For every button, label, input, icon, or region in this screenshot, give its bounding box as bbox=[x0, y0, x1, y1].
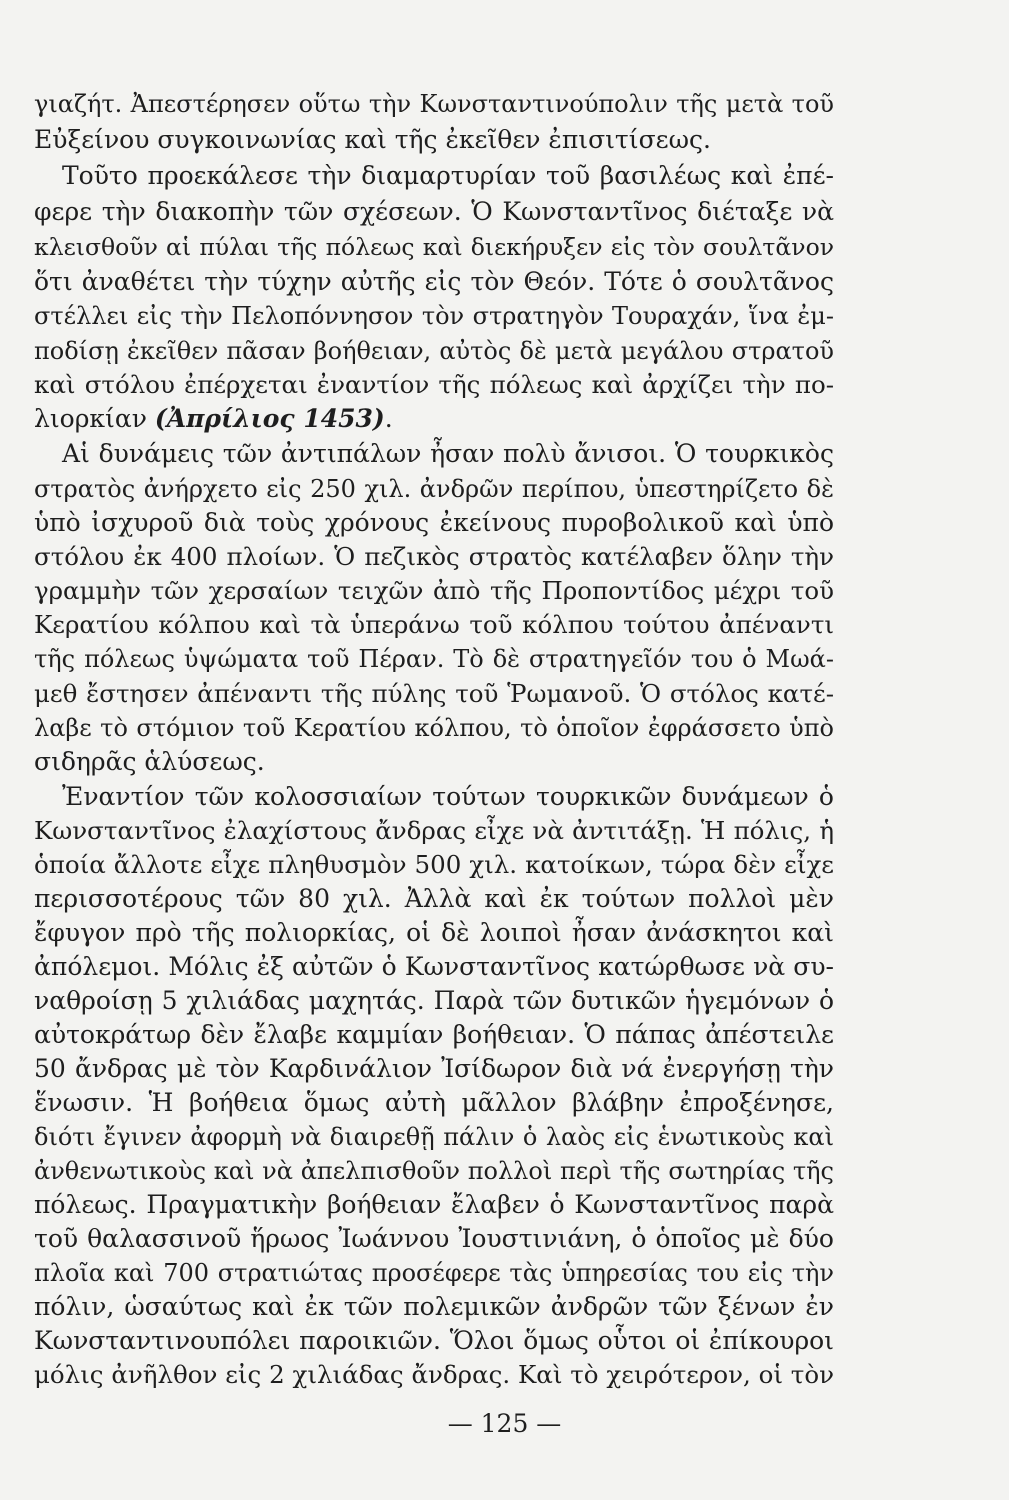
text-line: ἀπόλεμοι. Μόλις ἐξ αὐτῶν ὁ Κωνσταντῖνος κατώρθωσε νὰ συ- bbox=[34, 952, 834, 981]
text-line: καὶ στόλου ἐπέρχεται ἐναντίον τῆς πόλεως καὶ ἀρχίζει τὴν πο- bbox=[34, 370, 834, 399]
text-line: Αἱ δυνάμεις τῶν ἀντιπάλων ἦσαν πολὺ ἄνισοι. Ὁ τουρκικὸς bbox=[62, 439, 834, 468]
text-line: κλεισθοῦν αἱ πύλαι τῆς πόλεως καὶ διεκήρυξεν εἰς τὸν σουλτᾶνον bbox=[34, 233, 834, 261]
text-line: ἔφυγον πρὸ τῆς πολιορκίας, οἱ δὲ λοιποὶ ἦσαν ἀνάσκητοι καὶ bbox=[34, 918, 834, 947]
text-line: ὑπὸ ἰσχυροῦ διὰ τοὺς χρόνους ἐκείνους πυροβολικοῦ καὶ ὑπὸ bbox=[34, 508, 834, 537]
text-line: ποδίσῃ ἐκεῖθεν πᾶσαν βοήθειαν, αὐτὸς δὲ μετὰ μεγάλου στρατοῦ bbox=[34, 337, 834, 365]
text-line: αὐτοκράτωρ δὲν ἔλαβε καμμίαν βοήθειαν. Ὁ πάπας ἀπέστειλε bbox=[34, 1020, 834, 1049]
text-line: Κωνσταντινουπόλει παροικιῶν. Ὅλοι ὅμως οὗτοι οἱ ἐπίκουροι bbox=[34, 1326, 834, 1355]
text-line bbox=[34, 401, 834, 437]
text-line: Κερατίου κόλπου καὶ τὰ ὑπεράνω τοῦ κόλπου τούτου ἀπέναντι bbox=[34, 610, 834, 639]
text-line: πόλεως. Πραγματικὴν βοήθειαν ἔλαβεν ὁ Κωνσταντῖνος παρὰ bbox=[34, 1190, 834, 1219]
text-line: σιδηρᾶς ἁλύσεως. bbox=[34, 747, 265, 776]
text-line: πόλιν, ὡσαύτως καὶ ἐκ τῶν πολεμικῶν ἀνδρῶν τῶν ξένων ἐν bbox=[34, 1292, 834, 1321]
text-line: ὁποία ἄλλοτε εἶχε πληθυσμὸν 500 χιλ. κατοίκων, τώρα δὲν εἶχε bbox=[34, 850, 834, 879]
text-line: Εὐξείνου συγκοινωνίας καὶ τῆς ἐκεῖθεν ἐπισιτίσεως. bbox=[34, 125, 711, 154]
text-line: διότι ἔγινεν ἀφορμὴ νὰ διαιρεθῇ πάλιν ὁ λαὸς εἰς ἑνωτικοὺς καὶ bbox=[34, 1123, 834, 1151]
text-line: ἀνθενωτικοὺς καὶ νὰ ἀπελπισθοῦν πολλοὶ περὶ τῆς σωτηρίας τῆς bbox=[34, 1157, 834, 1185]
text-line: λαβε τὸ στόμιον τοῦ Κερατίου κόλπου, τὸ ὁποῖον ἐφράσσετο ὑπὸ bbox=[34, 714, 834, 742]
text-line: γραμμὴν τῶν χερσαίων τειχῶν ἀπὸ τῆς Προποντίδος μέχρι τοῦ bbox=[34, 576, 834, 605]
text-line: στέλλει εἰς τὴν Πελοπόννησον τὸν στρατηγὸν Τουραχάν, ἵνα ἐμ- bbox=[34, 302, 834, 330]
text-line: ὅτι ἀναθέτει τὴν τύχην αὐτῆς εἰς τὸν Θεόν. Τότε ὁ σουλτᾶνος bbox=[34, 267, 834, 296]
text-line: στόλου ἐκ 400 πλοίων. Ὁ πεζικὸς στρατὸς κατέλαβεν ὅλην τὴν bbox=[34, 542, 834, 571]
text-line: 50 ἄνδρας μὲ τὸν Καρδινάλιον Ἰσίδωρον διὰ νά ἐνεργήσῃ τὴν bbox=[34, 1054, 834, 1083]
date-emphasis: (Ἀπρίλιος 1453) bbox=[154, 404, 385, 433]
text-line: πλοῖα καὶ 700 στρατιώτας προσέφερε τὰς ὑπηρεσίας του εἰς τὴν bbox=[34, 1259, 834, 1287]
text-line-prefix: λιορκίαν bbox=[34, 404, 155, 433]
page-number: — 125 — bbox=[447, 1409, 562, 1438]
text-line: περισσοτέρους τῶν 80 χιλ. Ἀλλὰ καὶ ἐκ τούτων πολλοὶ μὲν bbox=[34, 884, 834, 913]
text-line: Ἐναντίον τῶν κολοσσιαίων τούτων τουρκικῶν δυνάμεων ὁ bbox=[62, 782, 834, 811]
text-line: ναθροίσῃ 5 χιλιάδας μαχητάς. Παρὰ τῶν δυτικῶν ἡγεμόνων ὁ bbox=[34, 986, 834, 1015]
text-line: ἕνωσιν. Ἡ βοήθεια ὅμως αὐτὴ μᾶλλον βλάβην ἐπροξένησε, bbox=[34, 1088, 834, 1117]
text-line: μεθ ἔστησεν ἀπέναντι τῆς πύλης τοῦ Ῥωμανοῦ. Ὁ στόλος κατέ- bbox=[34, 679, 834, 708]
text-line: φερε τὴν διακοπὴν τῶν σχέσεων. Ὁ Κωνσταντῖνος διέταξε νὰ bbox=[34, 197, 834, 226]
text-line: γιαζήτ. Ἀπεστέρησεν οὕτω τὴν Κωνσταντινούπολιν τῆς μετὰ τοῦ bbox=[34, 90, 834, 118]
text-line: Κωνσταντῖνος ἐλαχίστους ἄνδρας εἶχε νὰ ἀντιτάξῃ. Ἡ πόλις, ἡ bbox=[34, 816, 834, 845]
text-line: τοῦ θαλασσινοῦ ἥρωος Ἰωάννου Ἰουστινιάνη, ὁ ὁποῖος μὲ δύο bbox=[34, 1224, 834, 1253]
text-line-suffix: . bbox=[384, 404, 393, 433]
text-line: μόλις ἀνῆλθον εἰς 2 χιλιάδας ἄνδρας. Καὶ τὸ χειρότερον, οἱ τὸν bbox=[34, 1360, 834, 1389]
text-line: στρατὸς ἀνήρχετο εἰς 250 χιλ. ἀνδρῶν περίπου, ὑπεστηρίζετο δὲ bbox=[34, 475, 834, 503]
text-line: Τοῦτο προεκάλεσε τὴν διαμαρτυρίαν τοῦ βασιλέως καὶ ἐπέ- bbox=[62, 161, 834, 190]
text-line: τῆς πόλεως ὑψώματα τοῦ Πέραν. Τὸ δὲ στρατηγεῖόν του ὁ Μωά- bbox=[34, 645, 834, 673]
